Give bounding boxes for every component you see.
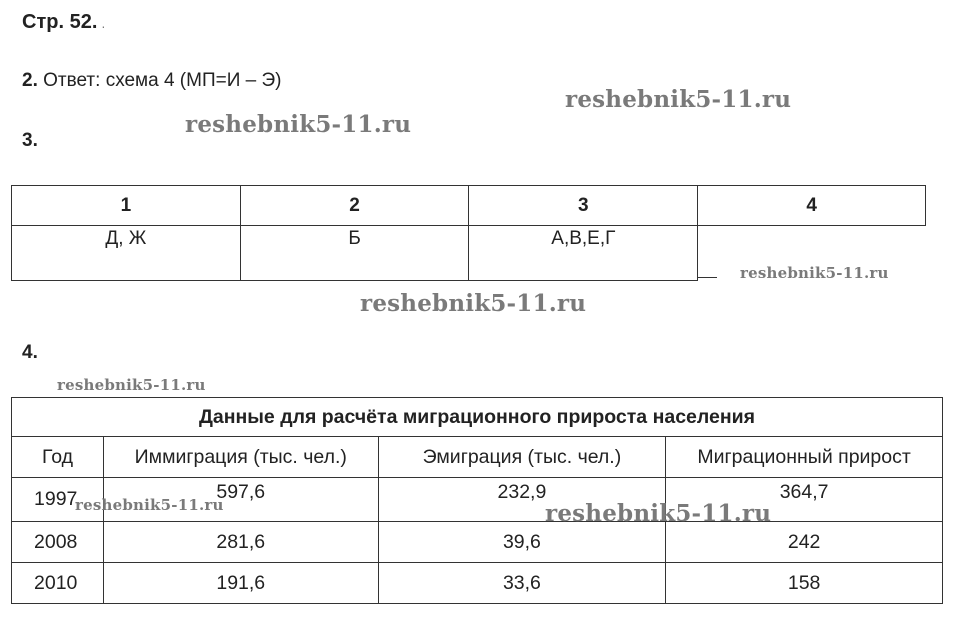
year-cell: 2010 — [12, 563, 104, 604]
page-title-text: Стр. 52. — [22, 11, 98, 33]
header-cell: 4 — [698, 186, 926, 226]
table-header-row — [12, 186, 926, 226]
table-cell: А,В,Е,Г — [469, 226, 698, 281]
emigration-cell: 232,9 — [378, 478, 666, 522]
header-cell: 2 — [240, 186, 469, 226]
watermark: reshebnik5-11.ru — [57, 376, 206, 394]
emigration-cell: 33,6 — [378, 563, 666, 604]
question-4 — [22, 342, 38, 364]
table-cell: Д, Ж — [12, 226, 241, 281]
header-cell: 3 — [469, 186, 698, 226]
watermark: reshebnik5-11.ru — [75, 496, 224, 514]
table-header-row — [12, 437, 943, 478]
migration-growth-cell: 242 — [666, 522, 943, 563]
watermark: reshebnik5-11.ru — [565, 86, 792, 113]
header-cell: Год — [12, 437, 104, 478]
question-2-number: 2. — [22, 70, 38, 91]
page-title — [22, 11, 105, 34]
immigration-cell: 281,6 — [103, 522, 378, 563]
emigration-cell: 39,6 — [378, 522, 666, 563]
watermark: reshebnik5-11.ru — [185, 111, 412, 138]
watermark: reshebnik5-11.ru — [740, 264, 889, 282]
table-row — [12, 522, 943, 563]
question-2 — [22, 70, 281, 92]
migration-growth-cell: 158 — [666, 563, 943, 604]
watermark: reshebnik5-11.ru — [360, 290, 587, 317]
page-title-mark: ․ — [101, 17, 106, 31]
migration-growth-cell: 364,7 — [666, 478, 943, 522]
question-3-number: 3. — [22, 130, 38, 151]
year-cell: 1997 — [12, 478, 104, 522]
header-cell: Иммиграция (тыс. чел.) — [103, 437, 378, 478]
header-cell: Миграционный прирост — [666, 437, 943, 478]
table-caption-row — [12, 398, 943, 437]
table-row — [12, 563, 943, 604]
question-2-answer: Ответ: схема 4 (МП=И – Э) — [37, 70, 282, 91]
year-cell: 2008 — [12, 522, 104, 563]
question-3 — [22, 130, 38, 152]
table-cell: Б — [240, 226, 469, 281]
question-4-number: 4. — [22, 342, 38, 363]
header-cell: Эмиграция (тыс. чел.) — [378, 437, 666, 478]
immigration-cell: 191,6 — [103, 563, 378, 604]
header-cell: 1 — [12, 186, 241, 226]
table-border-fragment — [697, 277, 717, 278]
table-caption: Данные для расчёта миграционного прироста населения — [12, 398, 943, 437]
watermark: reshebnik5-11.ru — [545, 500, 772, 527]
immigration-cell: 597,6 — [103, 478, 378, 522]
